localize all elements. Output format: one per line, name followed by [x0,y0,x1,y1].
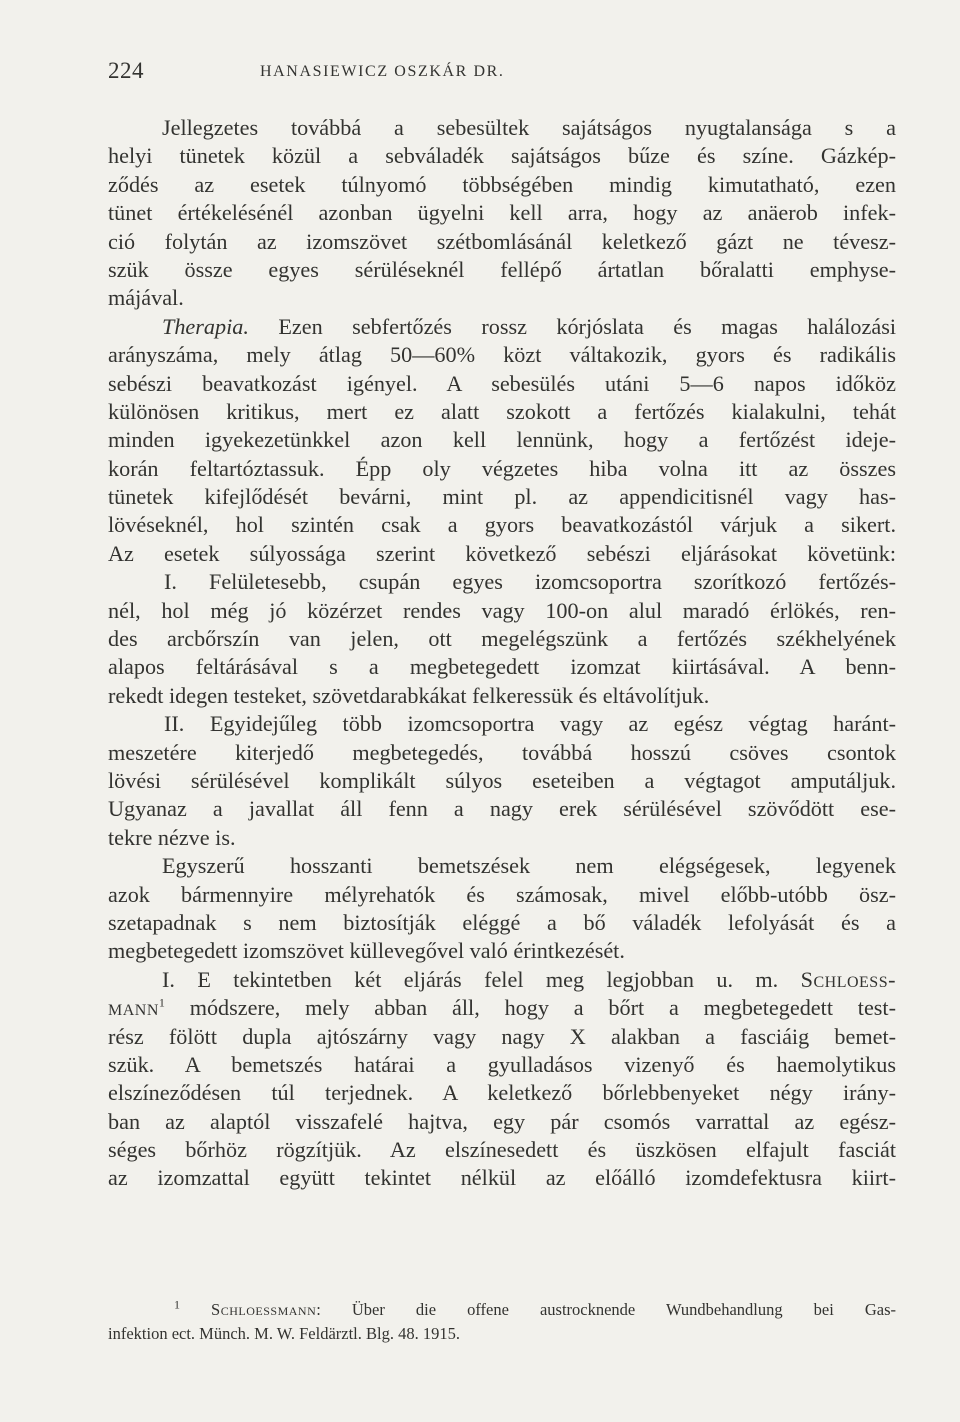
footnote [108,1298,896,1346]
schloessmann-line-2 [108,994,896,1022]
text-line: azok bármennyire mélyrehatók és számosak, mivel előbb-utóbb ösz- [108,881,896,907]
text-line: tekre nézve is. [108,824,236,850]
text-line: ció folytán az izomszövet szétbomlásánál keletkező gázt ne tévesz- [108,228,896,254]
text-line: sebészi beavatkozást igényel. A sebesülés utáni 5—6 napos időköz [108,370,896,396]
text-line: minden igyekezetünkkel azon kell lennünk, hogy a fertőzést ideje- [108,427,896,453]
text-line: szük össze egyes sérüléseknél fellépő ártatlan bőralatti emphyse- [108,256,896,282]
text-line: Az esetek súlyossága szerint következő sebészi eljárásokat követünk: [108,540,896,566]
author-name: Schloess- [800,966,896,992]
text-line: az izomzattal együtt tekintet nélkül az előálló izomdefektusra kiirt- [108,1165,896,1191]
footnote-line-1 [108,1298,896,1322]
text-fragment: Ezen sebfertőzés rossz kórjóslata és magas halálozási [278,313,896,339]
text-line: elszíneződésen túl terjednek. A keletkező bőrlebbenyeket négy irány- [108,1080,896,1106]
schloessmann-line [108,966,896,994]
text-line: lövéseknél, hol szintén csak a gyors beavatkozástól várjuk a sikert. [108,512,896,538]
text-line: Jellegzetes továbbá a sebesültek sajátságos nyugtalansága s a [162,115,896,140]
page-header [108,58,898,94]
therapia-label: Therapia. [162,313,249,339]
text-line: des arcbőrszín van jelen, ott megelégszünk a fertőzés székhelyének [108,626,896,652]
text-line: rész fölött dupla ajtószárny vagy nagy X alakban a fasciáig bemet- [108,1023,896,1049]
text-line: különösen kritikus, mert ez alatt szokott a fertőzés kialakulni, tehát [108,398,896,424]
text-line: tünetek kifejlődését bevárni, mint pl. az appendicitisnél vagy has- [108,484,896,510]
text-line: arányszáma, mely átlag 50—60% közt váltakozik, gyors és radikális [108,342,896,368]
running-head: HANASIEWICZ OSZKÁR DR. [260,63,505,80]
text-fragment: módszere, mely abban áll, hogy a bőrt a megbetegedett test- [189,995,896,1021]
body-text [108,114,896,1193]
footnote-line-2: infektion ect. Münch. M. W. Feldärztl. Blg. 48. 1915. [108,1324,460,1343]
text-line: helyi tünetek közül a sebváladék sajátságos bűze és színe. Gázkép- [108,143,896,169]
footnote-reference: 1 [158,995,165,1010]
footnote-author: Schloessmann [211,1300,317,1319]
text-line: I. Felületesebb, csupán egyes izomcsoportra szorítkozó fertőzés- [164,569,896,595]
text-line: Ugyanaz a javallat áll fenn a nagy erek sérülésével szövődött ese- [108,796,896,822]
therapia-line [108,313,896,341]
footnote-mark: 1 [174,1297,180,1312]
text-line: alapos feltárásával s a megbetegedett izomzat kiirtásával. A benn- [108,654,896,680]
text-line: meszetére kiterjedő megbetegedés, továbbá hosszú csöves csontok [108,739,896,765]
text-fragment: I. E tekintetben két eljárás felel meg legjobban u. m. [162,966,779,992]
text-line: ződés az esetek túlnyomó többségében mindig kimutatható, ezen [108,171,896,197]
text-line: II. Egyidejűleg több izomcsoportra vagy az egész végtag haránt- [164,711,896,737]
text-line: rekedt idegen testeket, szövetdarabkákat felkeressük és eltávolítjuk. [108,682,710,708]
text-line: lövési sérülésével komplikált súlyos eseteiben a végtagot amputáljuk. [108,767,896,793]
text-line: ban az alaptól visszafelé hajtva, egy pár csomós varrattal az egész- [108,1108,896,1134]
text-line: korán feltartóztassuk. Épp oly végzetes hiba volna itt az összes [108,455,896,481]
text-line: nél, hol még jó közérzet rendes vagy 100-on alul maradó érlökés, ren- [108,597,896,623]
text-line: tünet értékelésénél azonban ügyelni kell arra, hogy az anäerob infek- [108,200,896,226]
text-line: szük. A bemetszés határai a gyulladásos vizenyő és haemolytikus [108,1051,896,1077]
author-name: mann [108,995,159,1021]
page-number: 224 [108,58,144,83]
text-line: Egyszerű hosszanti bemetszések nem elégségesek, legyenek [162,853,896,879]
text-line: májával. [108,285,184,311]
footnote-text: : Über die offene austrocknende Wundbehandlung bei Gas- [316,1300,896,1319]
text-line: séges bőrhöz rögzítjük. Az elszínesedett és üszkösen elfajult fasciát [108,1137,896,1163]
text-line: szetapadnak s nem biztosítják eléggé a bő váladék lefolyását és a [108,909,896,935]
text-line: megbetegedett izomszövet küllevegővel való érintkezését. [108,938,625,964]
